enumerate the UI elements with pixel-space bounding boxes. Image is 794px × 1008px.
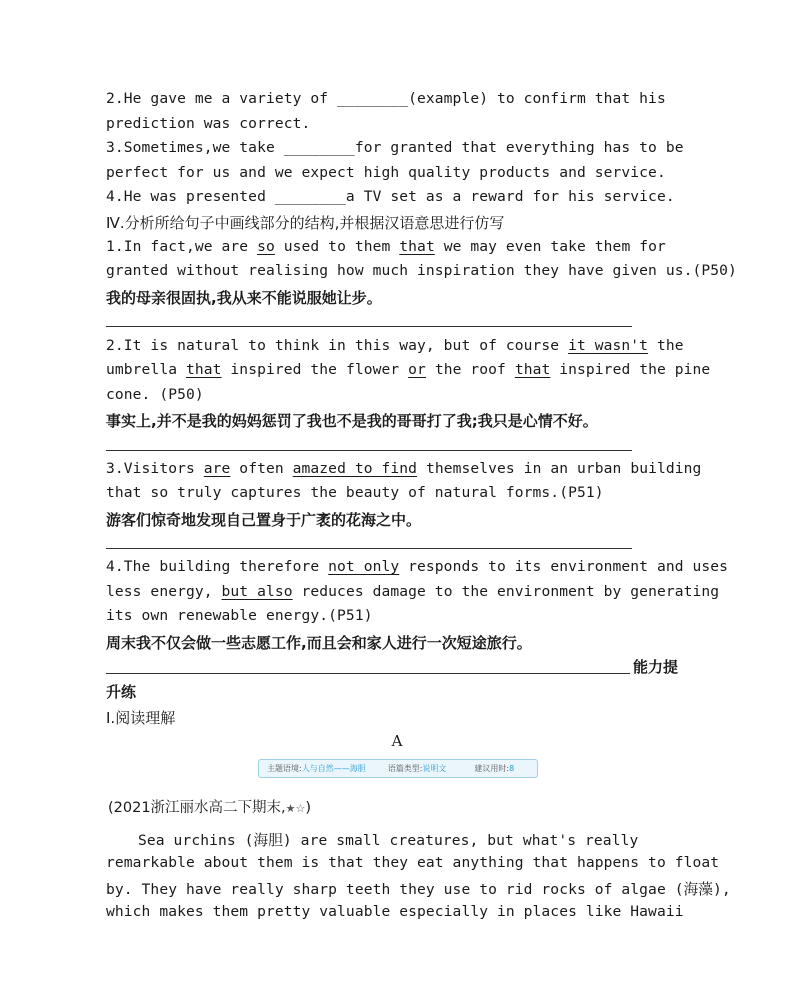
passage-line: which makes them pretty valuable especially in places like Hawaii: [106, 903, 684, 920]
exercise-item-3: 3.Sometimes,we take ________for granted that everything has to be: [106, 139, 684, 156]
sentence-2: 2.It is natural to think in this way, but of course it wasn't the: [106, 337, 684, 354]
exercise-item-2: 2.He gave me a variety of ________(example) to confirm that his: [106, 90, 666, 107]
answer-line[interactable]: [106, 450, 632, 451]
sentence-2-prompt: 事实上,并不是我的妈妈惩罚了我也不是我的哥哥打了我;我只是心情不好。: [106, 412, 598, 430]
sentence-1-prompt: 我的母亲很固执,我从来不能说服她让步。: [106, 289, 382, 307]
sentence-4-prompt: 周末我不仅会做一些志愿工作,而且会和家人进行一次短途旅行。: [106, 634, 532, 652]
answer-line[interactable]: [106, 673, 630, 674]
genre-value: 说明文: [422, 764, 447, 773]
sentence-2-cont2: cone. (P50): [106, 386, 204, 403]
section-title: Ⅳ.分析所给句子中画线部分的结构,并根据汉语意思进行仿写: [106, 214, 505, 232]
exercise-item-4: 4.He was presented ________a TV set as a reward for his service.: [106, 188, 675, 205]
sentence-2-cont: umbrella that inspired the flower or the roof that inspired the pine: [106, 361, 711, 378]
sentence-3: 3.Visitors are often amazed to find themselves in an urban building: [106, 460, 702, 477]
sentence-4-cont: less energy, but also reduces damage to the environment by generating: [106, 583, 720, 600]
sentence-3-prompt: 游客们惊奇地发现自己置身于广袤的花海之中。: [106, 511, 422, 529]
time-value: 8: [509, 764, 515, 773]
genre-label: 语篇类型:: [387, 764, 423, 773]
sentence-4-cont2: its own renewable energy.(P51): [106, 607, 373, 624]
answer-line[interactable]: [106, 326, 632, 327]
star-icon: ★☆: [285, 802, 306, 815]
sentence-3-cont: that so truly captures the beauty of natural forms.(P51): [106, 484, 604, 501]
reading-title: Ⅰ.阅读理解: [106, 709, 176, 727]
sentence-1-cont: granted without realising how much inspiration they have given us.(P50): [106, 262, 737, 279]
sentence-1: 1.In fact,we are so used to them that we may even take them for: [106, 238, 666, 255]
passage-line: Sea urchins (海胆) are small creatures, but what's really: [138, 832, 639, 849]
theme-value: 人与自然——海胆: [301, 764, 366, 773]
sentence-4: 4.The building therefore not only responds to its environment and uses: [106, 558, 729, 575]
section-heading-part2: 升练: [106, 683, 137, 701]
time-label: 建议用时:: [474, 764, 510, 773]
source-note: (2021浙江丽水高二下期末,★☆): [108, 800, 312, 816]
passage-letter: A: [391, 732, 403, 750]
passage-line: by. They have really sharp teeth they use to rid rocks of algae (海藻),: [106, 881, 731, 898]
answer-line[interactable]: [106, 548, 632, 549]
exercise-item-2-cont: prediction was correct.: [106, 115, 311, 132]
passage-line: remarkable about them is that they eat anything that happens to float: [106, 854, 720, 871]
topic-tag-bar: [258, 759, 538, 778]
section-heading-part1: 能力提: [633, 658, 679, 676]
theme-label: 主题语境:: [267, 764, 302, 773]
exercise-item-3-cont: perfect for us and we expect high quality products and service.: [106, 164, 666, 181]
